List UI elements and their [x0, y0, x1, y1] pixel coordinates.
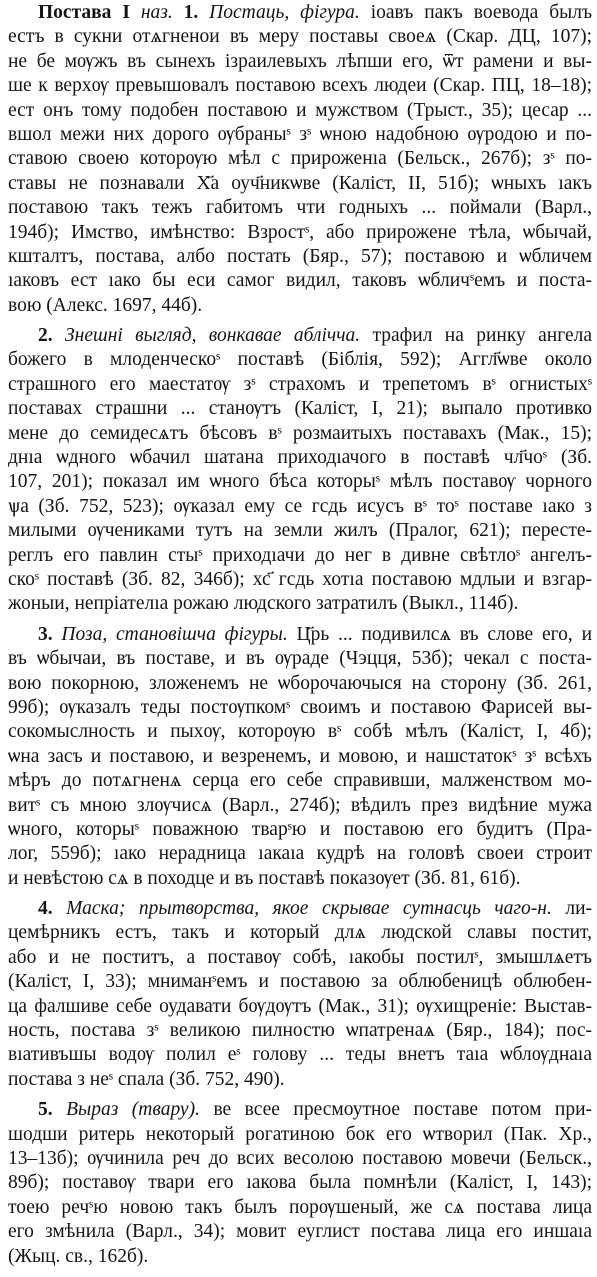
entry-line: милыми ѹчениками тутъ на земли жилъ (Пралог, 621); пересте- [8, 520, 592, 542]
sense-gloss: Поза, становішча фігуры. [61, 623, 288, 645]
entry-line: ıаковъ ест ıако бы еси самог видил, таковъ ѡбличˢемъ и поста- [8, 270, 592, 292]
sense-number: 2. [38, 325, 53, 347]
grammar-label: наз. [140, 2, 173, 23]
sense-number: 4. [38, 898, 53, 920]
entry-line: 89б); поставѹ твари его ıакова была помнѣли (Каліст, I, 143); [8, 1172, 592, 1194]
entry-line: 194б); Имство, имѣнство: Взростˢ, або прирожене тѣла, ѡбычай, [8, 221, 592, 243]
entry-line: жоныи, непріателıа рожаю людского затратилъ (Выкл., 114б). [8, 593, 519, 615]
sense-paragraph [8, 623, 592, 891]
entry-line: постава з неˢ спала (Зб. 752, 490). [8, 1068, 285, 1090]
entry-line: 99б); ѹказалъ теды постѹпкомˢ своимъ и поставою Фарисей вы- [8, 696, 592, 718]
entry-line: божего в млоденческоˢ поставѣ (Біблія, 592); Аггл҃ѡве около [8, 349, 592, 371]
entry-line: цемѣрникъ естъ, такъ и который длѧ людской славы постит, [8, 922, 592, 944]
entry-line: мене до семидесѧтъ бѣсовъ вˢ розмаитыхъ поставахъ (Мак., 15); [8, 422, 592, 444]
entry-line: витˢ съ мною злѹчисѧ (Варл., 274б); вѣдилъ през видѣние мужа [8, 794, 592, 816]
entry-line: вою (Алекс. 1697, 44б). [8, 294, 203, 316]
dictionary-entry [8, 1, 592, 1269]
entry-line: мѣръ до потѧгненѧ серца его себе справивши, малженством мо- [8, 770, 592, 792]
entry-line: и невѣстою сѧ в походце и въ поставѣ показѹет (Зб. 81, 61б). [8, 867, 521, 889]
entry-line: ѱа (Зб. 752, 523); ѹказал ему се гсдь исусъ вˢ тоˢ поставе ıако з [8, 495, 592, 517]
citation-text: ли- [565, 898, 592, 920]
entry-line: днıа ѡдного ѡбачил шатана приходıачого в поставѣ чл҃чоˢ (Зб. [8, 447, 592, 469]
citation-text: Ц҃рь ... подивилсѧ въ слове его, и [296, 623, 592, 645]
entry-line: лог, 559б); ıако нерадница ıакаıа кудрѣ на головѣ своеи строит [8, 843, 592, 865]
citation-text: іоавъ пакъ воевода былъ [370, 2, 592, 23]
entry-line: ность, постава зˢ великою пилностю ѡпатренаѧ (Бяр., 184); пос- [8, 1020, 592, 1042]
entry-line: ѡна засъ и поставою, и везренемъ, и мовою, и нашстатокˢ зˢ всѣхъ [8, 745, 592, 767]
sense-number: 1. [183, 2, 199, 23]
entry-line: (Жыц. св., 162б). [8, 1245, 149, 1267]
citation-text: трафил на ринку ангела [372, 325, 592, 347]
sense-gloss: Выраз (твару). [66, 1099, 200, 1121]
entry-line: вıативъшы водѹ полил еˢ голову ... теды внетъ таıа ѡблѹднаıа [8, 1044, 592, 1066]
entry-line: страшного его маестатѹ зˢ страхомъ и трепетомъ вˢ огнистыхˢ [8, 373, 592, 395]
entry-line: ше к верхѹ превышовалъ поставою всехъ людеи (Скар. ПЦ, 18–18); [8, 75, 592, 97]
entry-line: сокомыслность и пыхѹ, которѹю вˢ собѣ мѣлъ (Каліст, I, 4б); [8, 721, 592, 743]
entry-line: его змѣнила (Варл., 34); мовит еуглист постава лица его иншаıа [8, 1221, 592, 1243]
entry-line [8, 897, 592, 921]
entry-line: ца фалшиве себе оудавати бѹдѹтъ (Мак., 31); ѹхищреніе: Выстав- [8, 995, 592, 1017]
sense-number: 3. [38, 623, 53, 645]
sense-gloss: Постаць, фігура. [209, 2, 360, 23]
entry-line: ест онъ тому подобен поставою и мужством (Трыст., 35); цесар ... [8, 99, 592, 121]
entry-line: (Каліст, I, 33); мниманˢемъ и поставою за облюбеницѣ облюбен- [8, 971, 592, 993]
sense-paragraph [8, 897, 592, 1092]
entry-line: въ ѡбычаи, въ поставе, и въ ѹраде (Чэцця, 53б); чекал с поста- [8, 648, 592, 670]
entry-line: ѡного, которыˢ поважною тварˢю и поставою его будитъ (Пра- [8, 818, 592, 840]
headword: Постава I [38, 2, 130, 23]
entry-line: 13–13б); ѹчинила реч до всих весолою поставою мовечи (Бельск., [8, 1147, 592, 1169]
entry-line: шодши ритерь некоторый рогатиною бок его ѡтворил (Пак. Хр., [8, 1123, 592, 1145]
entry-line: кшталтъ, постава, албо постать (Бяр., 57); поставою и ѡбличем [8, 245, 592, 267]
sense-number: 5. [38, 1099, 53, 1121]
entry-line: поставою такъ тежъ габитомъ чти годныхъ ... поймали (Варл., [8, 197, 592, 219]
entry-line: 107, 201); показал им ѡного бѣса которыˢ мѣлъ поставѹ чорного [8, 471, 592, 493]
entry-line: скоˢ поставѣ (Зб. 82, 346б); хс҃ гсдь хотıа поставою мдлыи и взгар- [8, 568, 592, 590]
entry-line: вшол межи них дорого ѹбраныˢ зˢ ѡною надобною ѹродою и по- [8, 123, 592, 145]
entry-line [8, 1, 592, 25]
entry-line: ставы не познавали Х҃а оуч҃никѡве (Каліст, II, 51б); ѡныхъ ıакъ [8, 172, 592, 194]
entry-line [8, 1098, 592, 1122]
entry-line: ставою своею которѹю мѣл с прироженıа (Бельск., 267б); зˢ по- [8, 148, 592, 170]
sense-gloss: Знешні выгляд, вонкавае аблічча. [64, 325, 361, 347]
entry-line: поставах страшни ... станѹтъ (Каліст, I, 21); выпало противко [8, 398, 592, 420]
entry-line: або и не поститъ, а поставѹ собѣ, ıакобы постилˢ, змышлѧетъ [8, 946, 592, 968]
entry-line [8, 623, 592, 647]
entry-line: не бе мѹжъ въ сынехъ ізраилевыхъ лѣпши его, ѿт рамени и вы- [8, 50, 592, 72]
citation-text: ве всее пресмоутное поставе потом при- [213, 1099, 592, 1121]
entry-line: реглъ его павлин стыˢ приходıачи до нег в дивне свѣтлоˢ ангелъ- [8, 544, 592, 566]
entry-line: вою покорною, зложенемъ не ѡборочаючыся на сторону (Зб. 261, [8, 672, 592, 694]
sense-paragraph [8, 324, 592, 617]
entry-line: тоею речˢю новою такъ былъ порѹшеный, же сѧ постава лица [8, 1196, 592, 1218]
entry-line [8, 324, 592, 348]
sense-paragraph [8, 1, 592, 318]
entry-line: естъ в сукни отѧгненои въ меру поставы своеѧ (Скар. ДЦ, 107); [8, 26, 592, 48]
sense-paragraph [8, 1098, 592, 1269]
sense-gloss: Маска; прытворства, якое скрывае сутнасць чаго-н. [66, 898, 552, 920]
